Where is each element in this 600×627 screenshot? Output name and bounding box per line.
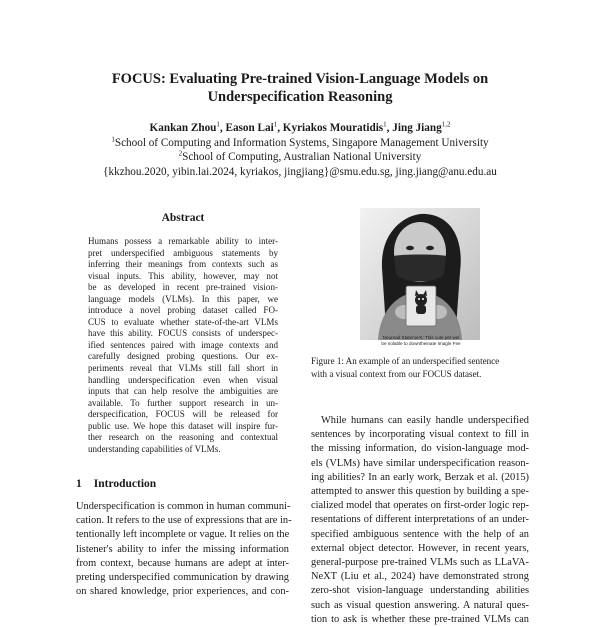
text-line: While humans can easily handle underspecified	[321, 415, 529, 426]
text-line: Underspecification is common in human communi-	[76, 501, 291, 512]
text-line: general-purpose pre-trained VLMs such as LLaVA-	[311, 557, 529, 569]
text-line: tentionally left incomplete or vague. It relies on the	[76, 529, 290, 541]
abstract-body	[88, 236, 278, 455]
abstract-heading: Abstract	[161, 212, 205, 224]
text-line: such as visual question answering. A natural ques-	[311, 599, 529, 611]
right-column-text	[311, 414, 529, 627]
affiliation: $^2$School of Computing, Australian National University	[178, 149, 422, 163]
text-line: ing abilities? In an early work, Berzak et al. (2015)	[311, 471, 529, 483]
caption-line: Figure 1: An example of an underspecified sentence	[311, 356, 500, 366]
text-line: resentations of different interpretations of an under-	[311, 514, 529, 526]
figure-photo	[360, 208, 480, 340]
author-block	[40, 121, 560, 179]
text-line: handling underspecification even when visual	[88, 374, 278, 385]
text-line: NeXT (Liu et al., 2024) have demonstrated strong	[311, 571, 529, 583]
figure-image	[360, 208, 480, 340]
text-line: understanding capabilities of VLMs.	[88, 443, 221, 454]
text-line: CUS to evaluate whether state-of-the-art VLMs	[88, 316, 278, 327]
text-line: from context, because humans are adept at inter-	[76, 557, 289, 569]
text-line: public use. We hope this dataset will inspire fur-	[88, 420, 278, 431]
text-line: visual inputs. This ability, however, may not	[88, 270, 278, 281]
author-name: Jing Jiang	[392, 122, 442, 134]
text-line: attempted to answer this question by building a spe-	[311, 486, 529, 498]
text-line: on shared knowledge, prior experiences, and con-	[76, 586, 289, 598]
paper-title	[60, 70, 540, 106]
title-line: Underspecification Reasoning	[207, 89, 393, 105]
introduction-text	[76, 500, 292, 599]
affiliation: $^1$School of Computing and Information Systems, Singapore Management University	[111, 134, 489, 149]
figure-caption	[311, 355, 529, 380]
text-line: external object detector. However, in recent years,	[311, 542, 529, 554]
text-line: introduce a novel probing dataset called FO-	[88, 305, 278, 316]
text-line: cialized model that operates on first-order logic rep-	[311, 500, 529, 512]
text-line: zero-shot vision-language understanding abilities	[311, 585, 529, 597]
text-line: the missing information, do vision-language mod-	[311, 443, 529, 455]
text-line: have this ability. FOCUS consists of underspec-	[88, 328, 278, 339]
text-line: specified ambiguous sentence with the help of an	[311, 528, 529, 540]
text-line: pret underspecified ambiguous statements by	[88, 247, 278, 258]
text-line: ified sentences paired with image contexts and	[88, 339, 278, 350]
caption-line: with a visual context from our FOCUS dataset.	[311, 368, 482, 379]
text-line: periments reveal that VLMs still fall short in	[88, 363, 278, 374]
section-title: Introduction	[93, 478, 157, 490]
text-line: be as developed in recent pre-trained vision-	[88, 282, 278, 293]
text-line: listener's ability to infer the missing information	[76, 543, 289, 555]
author-affiliation-mark: 1	[273, 120, 278, 129]
text-line: language models (VLMs). In this paper, we	[88, 293, 278, 304]
text-line: carefully designed probing questions. Our ex-	[88, 351, 278, 362]
text-line: sentences by incorporating visual context to fill in	[311, 429, 529, 441]
author-affiliation-mark: 1,2	[441, 120, 451, 129]
author-affiliation-mark: 1	[383, 120, 387, 129]
author-emails: {kkzhou.2020, yibin.lai.2024, kyriakos, jingjiang}@smu.edu.sg, jing.jiang@anu.edu.au	[103, 165, 497, 178]
text-line: inputs that can help resolve the ambiguities are	[88, 386, 278, 397]
text-line: tion to ask is whether these pre-trained VLMs can	[311, 613, 529, 625]
text-line: els (VLMs) have similar underspecification reason-	[311, 457, 529, 469]
text-line: derspecification, FOCUS will be released for	[88, 409, 278, 420]
section-number: 1	[76, 478, 82, 490]
text-line: cation. It refers to the use of expressions that are in-	[76, 515, 292, 527]
author-names: Kankan Zhou$^1$, Eason Lai$^1$, Kyriakos Mouratidis$^1$, Jing Jiang$^{1,2}$	[149, 120, 451, 134]
text-line: preting underspecified communication by drawing	[76, 572, 289, 584]
text-line: ther research on the reasoning and contextual	[88, 432, 278, 443]
title-line: FOCUS: Evaluating Pre-trained Vision-Language Models on	[111, 71, 489, 87]
author-affiliation-mark: 1	[216, 120, 220, 129]
section-heading	[76, 478, 156, 490]
text-line: available. To further support research in un-	[88, 397, 278, 408]
text-line: inferring their meanings from contexts such as	[88, 259, 278, 270]
author-name: Eason Lai	[225, 122, 274, 134]
author-name: Kyriakos Mouratidis	[282, 122, 384, 134]
author-name: Kankan Zhou	[149, 122, 217, 134]
text-line: Humans possess a remarkable ability to inter-	[88, 236, 278, 246]
figure-inner-caption: Nouread Statement: This cute pet wel be nolable to downtheinate Imagle Fee	[381, 335, 461, 346]
